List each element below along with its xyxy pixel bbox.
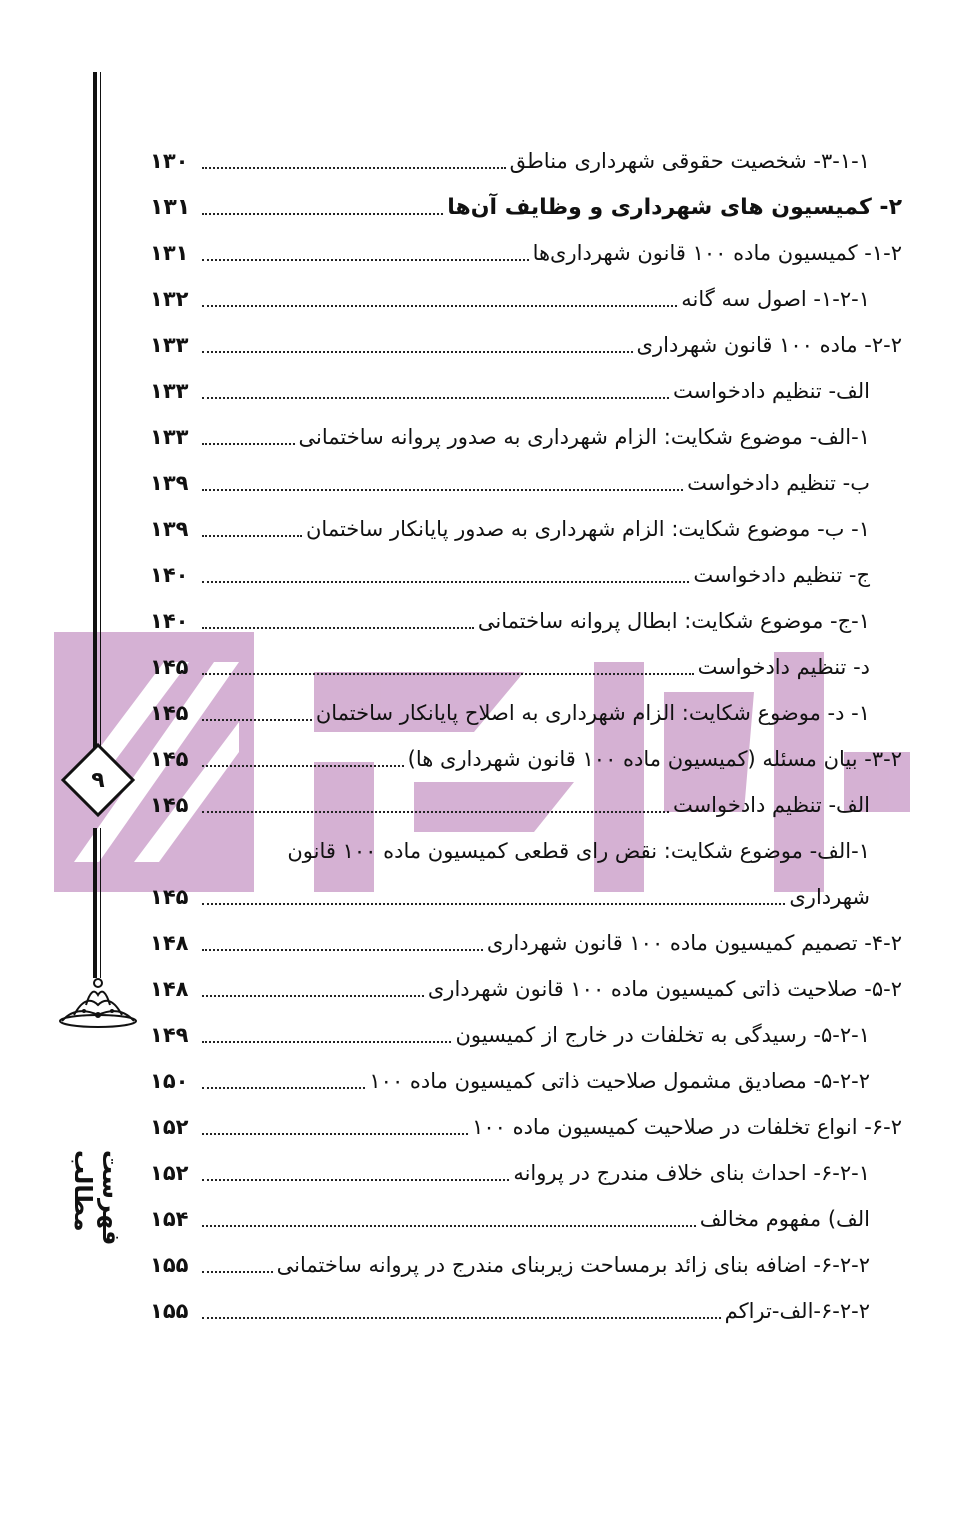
toc-entry: ۶-۲-۱- احداث بنای خلاف مندرج در پروانه ۱۵۲ [150,1161,870,1185]
margin-rule-thick-lower [93,828,97,978]
toc-entry: ۵-۲-۲- مصادیق مشمول صلاحیت ذاتی کمیسیون ماده ۱۰۰ ۱۵۰ [150,1069,870,1093]
toc-entry-heading: ۲- کمیسیون های شهرداری و وظایف آن‌ها ۱۳۱ [150,194,902,220]
toc-entry: ۳-۱-۱- شخصیت حقوقی شهرداری مناطق ۱۳۰ [150,149,870,173]
toc-entry: ۳-۲- بیان مسئله (کمیسیون ماده ۱۰۰ قانون شهرداری ها) ۱۴۵ [150,747,902,771]
margin-rule-thin-lower [100,828,101,978]
toc-entry: ۱-۲-۱- اصول سه گانه ۱۳۲ [150,287,870,311]
page-number: ۹ [91,767,105,793]
toc-entry: ۵-۲-۱- رسیدگی به تخلفات در خارج از کمیسیون ۱۴۹ [150,1023,870,1047]
table-of-contents [150,138,902,1334]
toc-entry: ۱-ج- موضوع شکایت: ابطال پروانه ساختمانی ۱۴۰ [150,609,870,633]
toc-entry: ب- تنظیم دادخواست ۱۳۹ [150,471,870,495]
toc-entry-wrapped: ۱-الف- موضوع شکایت: نقض رای قطعی کمیسیون ماده ۱۰۰ قانون شهرداری ۱۴۵ [150,839,870,909]
toc-entry: د- تنظیم دادخواست ۱۴۵ [150,655,870,679]
ornament-icon [56,975,140,1031]
toc-entry: ۱- د- موضوع شکایت: الزام شهرداری به اصلاح پایانکار ساختمان ۱۴۵ [150,701,870,725]
toc-entry: ۶-۲- انواع تخلفات در صلاحیت کمیسیون ماده ۱۰۰ ۱۵۲ [150,1115,902,1139]
toc-entry: الف- تنظیم دادخواست ۱۳۳ [150,379,870,403]
toc-entry: ۱-الف- موضوع شکایت: الزام شهرداری به صدور پروانه ساختمانی ۱۳۳ [150,425,870,449]
margin-rule-thick [93,72,97,752]
toc-entry: ۶-۲-۲- اضافه بنای زائد برمساحت زیربنای مندرج در پروانه ساختمانی ۱۵۵ [150,1253,870,1277]
toc-entry: الف) مفهوم مخالف ۱۵۴ [150,1207,870,1231]
toc-entry: ۴-۲- تصمیم کمیسیون ماده ۱۰۰ قانون شهرداری ۱۴۸ [150,931,902,955]
toc-entry: ۱- ب- موضوع شکایت: الزام شهرداری به صدور پایانکار ساختمان ۱۳۹ [150,517,870,541]
toc-entry: الف- تنظیم دادخواست ۱۴۵ [150,793,870,817]
toc-entry: ج- تنظیم دادخواست ۱۴۰ [150,563,870,587]
side-title: فهرست مطالب [69,1150,125,1246]
toc-entry: ۲-۲- ماده ۱۰۰ قانون شهرداری ۱۳۳ [150,333,902,357]
toc-entry: ۵-۲- صلاحیت ذاتی کمیسیون ماده ۱۰۰ قانون شهرداری ۱۴۸ [150,977,902,1001]
toc-entry: ۶-۲-۲-الف-تراکم ۱۵۵ [150,1299,870,1323]
toc-entry: ۱-۲- کمیسیون ماده ۱۰۰ قانون شهرداری‌ها ۱۳۱ [150,241,902,265]
margin-rule-thin [100,72,101,752]
